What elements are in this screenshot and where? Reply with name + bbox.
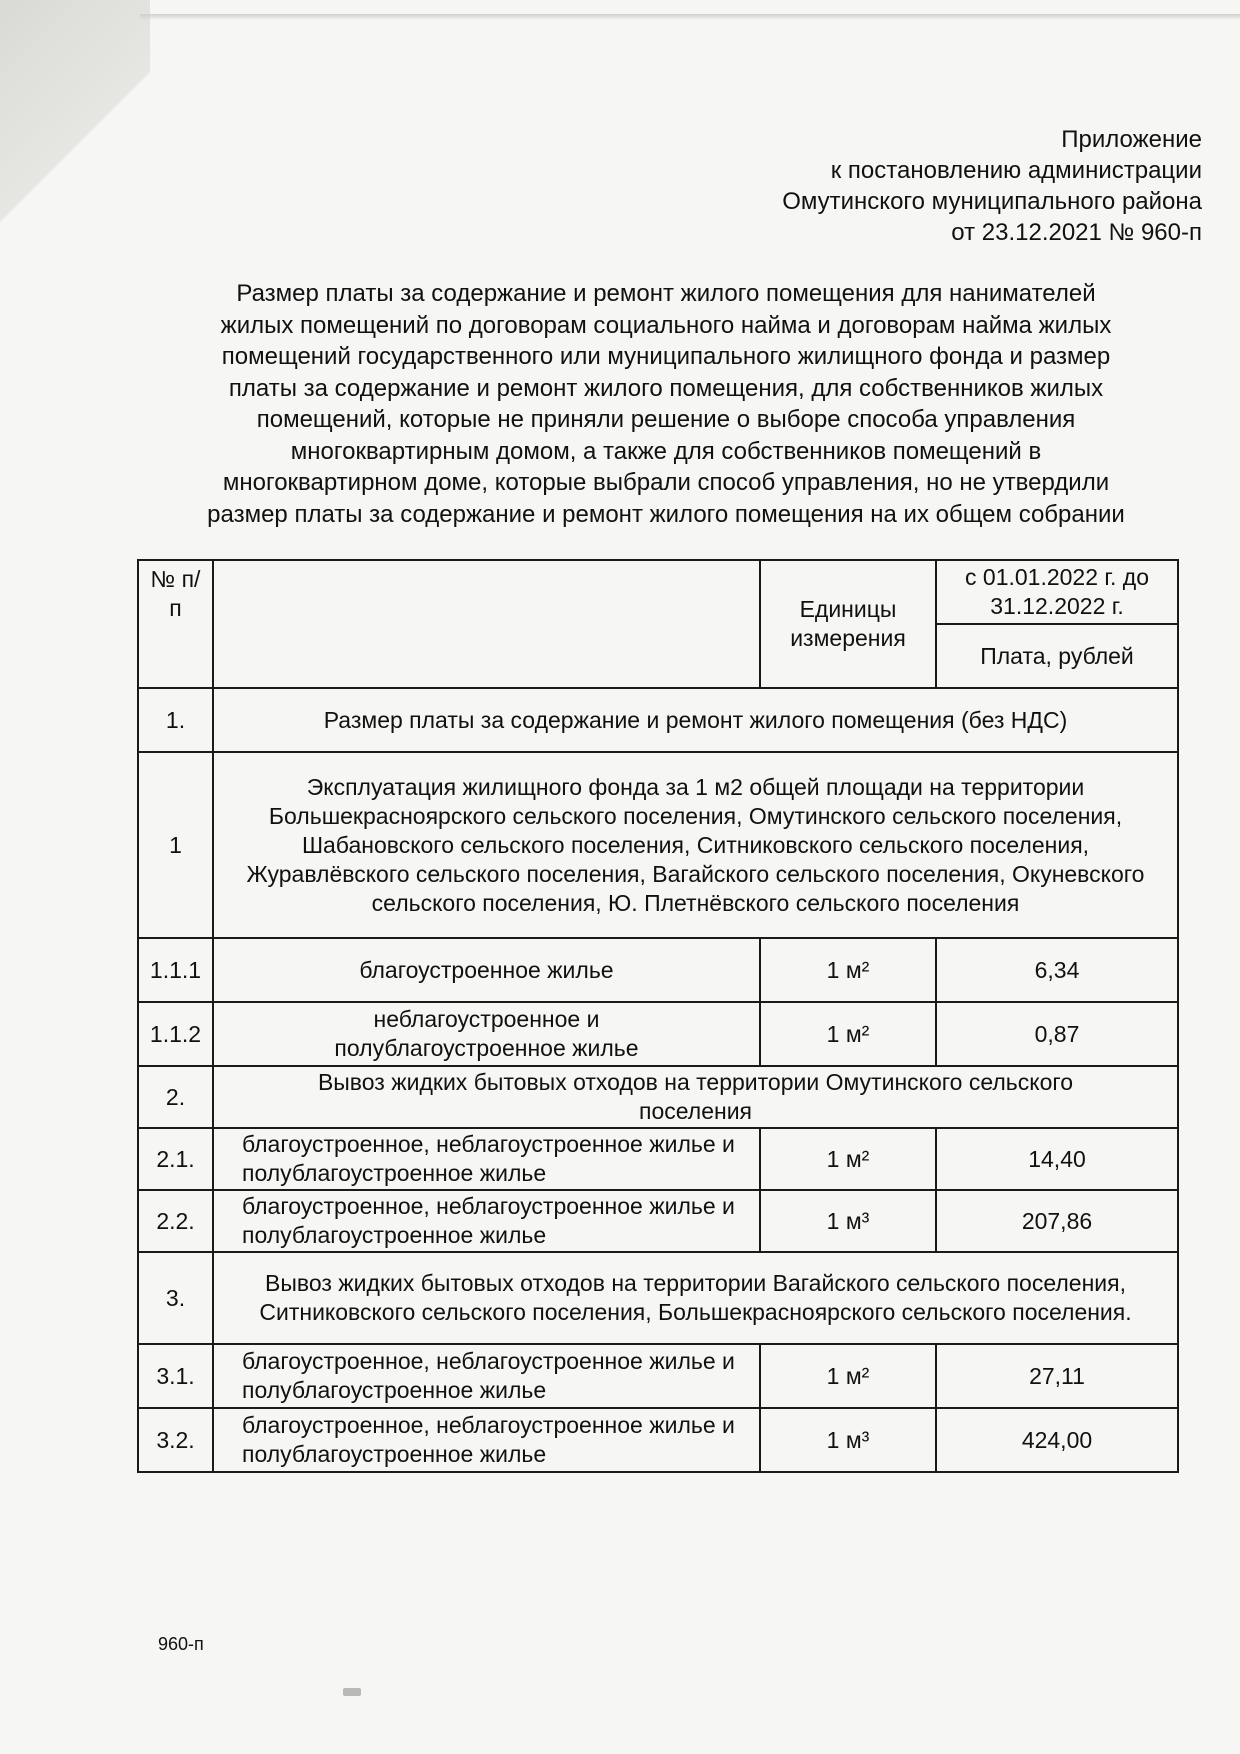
- table-row: [138, 1190, 1178, 1252]
- table-header-row: [138, 560, 1178, 624]
- appendix-line: Омутинского муниципального района: [782, 188, 1202, 215]
- row-num: 3.2.: [138, 1408, 213, 1472]
- footer-document-code: 960-п: [158, 1634, 204, 1654]
- row-unit: 1 м²: [760, 938, 936, 1002]
- row-num: 1.1.1: [138, 938, 213, 1002]
- title-line: жилых помещений по договорам социального найма и договорам найма жилых: [220, 311, 1112, 339]
- row-num: 1.1.2: [138, 1002, 213, 1066]
- appendix-line: Приложение: [1061, 126, 1202, 153]
- row-desc: неблагоустроенное и полублагоустроенное жилье: [213, 1002, 760, 1066]
- scan-smudge: [343, 1688, 361, 1696]
- header-num: № п/п: [138, 560, 213, 688]
- row-desc: благоустроенное, неблагоустроенное жилье и полублагоустроенное жилье: [213, 1190, 760, 1252]
- row-num: 3.1.: [138, 1344, 213, 1408]
- title-line: Размер платы за содержание и ремонт жилого помещения для нанимателей: [236, 280, 1096, 307]
- row-desc: благоустроенное жилье: [213, 938, 760, 1002]
- row-unit: 1 м²: [760, 1128, 936, 1190]
- table-section-row: [138, 688, 1178, 752]
- title-line: многоквартирном доме, которые выбрали способ управления, но не утвердили: [222, 469, 1110, 496]
- title-line: помещений, которые не приняли решение о выборе способа управления: [256, 406, 1076, 433]
- row-value: 207,86: [936, 1190, 1178, 1252]
- table-row: [138, 1128, 1178, 1190]
- header-period: с 01.01.2022 г. до 31.12.2022 г.: [936, 560, 1178, 624]
- row-num: 2.2.: [138, 1190, 213, 1252]
- title-line: платы за содержание и ремонт жилого помещения, для собственников жилых: [228, 374, 1104, 402]
- header-unit: Единицы измерения: [760, 560, 936, 688]
- section-num: 1: [138, 752, 213, 938]
- row-unit: 1 м³: [760, 1190, 936, 1252]
- table-row: [138, 938, 1178, 1002]
- document-title: [136, 278, 1196, 530]
- row-desc: благоустроенное, неблагоустроенное жилье и полублагоустроенное жилье: [213, 1344, 760, 1408]
- table-row: [138, 1344, 1178, 1408]
- row-value: 424,00: [936, 1408, 1178, 1472]
- title-line: помещений государственного или муниципального жилищного фонда и размер: [221, 343, 1111, 370]
- row-unit: 1 м²: [760, 1002, 936, 1066]
- table-section-row: [138, 752, 1178, 938]
- row-value: 0,87: [936, 1002, 1178, 1066]
- row-desc: благоустроенное, неблагоустроенное жилье и полублагоустроенное жилье: [213, 1408, 760, 1472]
- title-line: размер платы за содержание и ремонт жилого помещения на их общем собрании: [207, 500, 1125, 528]
- section-num: 2.: [138, 1066, 213, 1128]
- table-row: [138, 1408, 1178, 1472]
- section-text: Размер платы за содержание и ремонт жилого помещения (без НДС): [213, 688, 1178, 752]
- section-text: Вывоз жидких бытовых отходов на территории Омутинского сельского поселения: [213, 1066, 1178, 1128]
- header-desc: [213, 560, 760, 688]
- table-row: [138, 1002, 1178, 1066]
- row-num: 2.1.: [138, 1128, 213, 1190]
- rates-table: [137, 559, 1179, 1473]
- appendix-line: к постановлению администрации: [830, 157, 1202, 184]
- folded-corner: [0, 0, 150, 250]
- row-value: 14,40: [936, 1128, 1178, 1190]
- row-desc: благоустроенное, неблагоустроенное жилье и полублагоустроенное жилье: [213, 1128, 760, 1190]
- appendix-header: [782, 124, 1202, 248]
- row-value: 6,34: [936, 938, 1178, 1002]
- table-section-row: [138, 1252, 1178, 1344]
- row-unit: 1 м³: [760, 1408, 936, 1472]
- section-text: Вывоз жидких бытовых отходов на территории Вагайского сельского поселения, Ситниковского сельского поселения, Большекрасноярского сельского поселения.: [213, 1252, 1178, 1344]
- section-num: 1.: [138, 688, 213, 752]
- row-value: 27,11: [936, 1344, 1178, 1408]
- row-unit: 1 м²: [760, 1344, 936, 1408]
- title-line: многоквартирным домом, а также для собственников помещений в: [290, 437, 1042, 465]
- section-num: 3.: [138, 1252, 213, 1344]
- table-section-row: [138, 1066, 1178, 1128]
- section-text: Эксплуатация жилищного фонда за 1 м2 общей площади на территории Большекрасноярского сельского поселения, Омутинского сельского поселения, Шабановского сельского поселения, Ситниковского сельского поселения, Журавлёвского сельского поселения, Вагайского сельского поселения, Окуневского сельского поселения, Ю. Плетнёвского сельского поселения: [213, 752, 1178, 938]
- header-fee: Плата, рублей: [936, 624, 1178, 688]
- appendix-date-number: от 23.12.2021 № 960-п: [951, 219, 1202, 246]
- page-top-edge: [140, 14, 1240, 20]
